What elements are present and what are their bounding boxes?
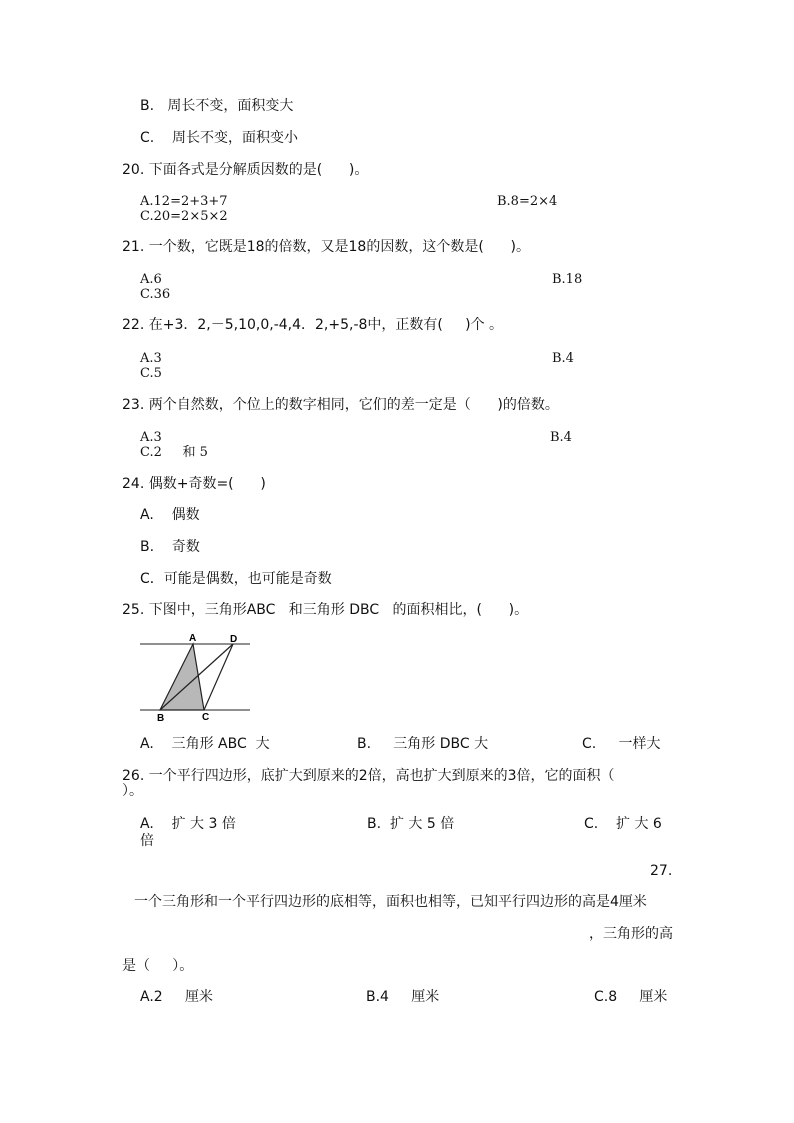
q26-option-c-wrap: 倍 (140, 833, 154, 849)
q25-stem: 25. 下图中，三角形ABC 和三角形 DBC 的面积相比，( )。 (122, 602, 529, 618)
q21-option-a: A.6 (140, 272, 162, 287)
q23-option-a: A.3 (140, 430, 162, 445)
q22-option-a: A.3 (140, 351, 162, 366)
q24-option-a: A. 偶数 (140, 507, 200, 523)
q21-stem: 21. 一个数，它既是18的倍数，又是18的因数，这个数是( )。 (122, 239, 530, 255)
q24-option-b: B. 奇数 (140, 539, 200, 555)
triangle-abc-shaded (160, 644, 204, 710)
q19-option-c: C. 周长不变，面积变小 (140, 130, 299, 146)
q27-option-c: C.8 厘米 (594, 989, 668, 1005)
q22-option-c: C.5 (140, 366, 162, 381)
q26-stem-line1: 26. 一个平行四边形，底扩大到原来的2倍，高也扩大到原来的3倍，它的面积（ (122, 768, 615, 784)
q25-option-b: B. 三角形 DBC 大 (357, 736, 489, 752)
q26-option-b: B. 扩 大 5 倍 (367, 816, 455, 832)
q24-option-c: C．可能是偶数，也可能是奇数 (140, 571, 332, 587)
q26-option-c: C. 扩 大 6 (584, 816, 662, 832)
q26-stem-line2: ）。 (122, 783, 143, 799)
q27-stem-line2: ，三角形的高 (589, 926, 673, 942)
q20-option-b: B.8=2×4 (497, 194, 558, 209)
q20-option-c: C.20=2×5×2 (140, 209, 228, 224)
q27-number: 27. (650, 863, 673, 879)
label-a: A (189, 633, 197, 644)
q25-option-c: C. 一样大 (582, 736, 661, 752)
q23-option-b: B.4 (550, 430, 572, 445)
q27-stem-line1: 一个三角形和一个平行四边形的底相等，面积也相等，已知平行四边形的高是4厘米 (134, 894, 647, 910)
q20-option-a: A.12=2+3+7 (140, 194, 228, 209)
q22-option-b: B.4 (552, 351, 574, 366)
q22-stem: 22. 在+3．2,－5,10,0,-4,4．2,+5,-8中，正数有( )个 。 (122, 317, 504, 333)
q23-stem: 23. 两个自然数，个位上的数字相同，它们的差一定是（ )的倍数。 (122, 397, 559, 413)
q25-figure (140, 632, 255, 724)
q21-option-b: B.18 (552, 272, 583, 287)
label-c: C (202, 712, 210, 723)
label-d: D (230, 634, 238, 645)
label-b: B (157, 713, 165, 724)
q26-option-a: A. 扩 大 3 倍 (140, 816, 236, 832)
q21-option-c: C.36 (140, 287, 171, 302)
q19-option-b: B. 周长不变，面积变大 (140, 98, 294, 114)
q24-stem: 24. 偶数+奇数=( ) (122, 476, 266, 492)
q20-stem: 20. 下面各式是分解质因数的是( )。 (122, 162, 369, 178)
q27-option-b: B.4 厘米 (366, 989, 440, 1005)
q27-option-a: A.2 厘米 (140, 989, 213, 1005)
q27-stem-line3: 是（ ）。 (122, 958, 194, 974)
q25-option-a: A. 三角形 ABC 大 (140, 736, 270, 752)
q23-option-c: C.2 和 5 (140, 445, 208, 460)
